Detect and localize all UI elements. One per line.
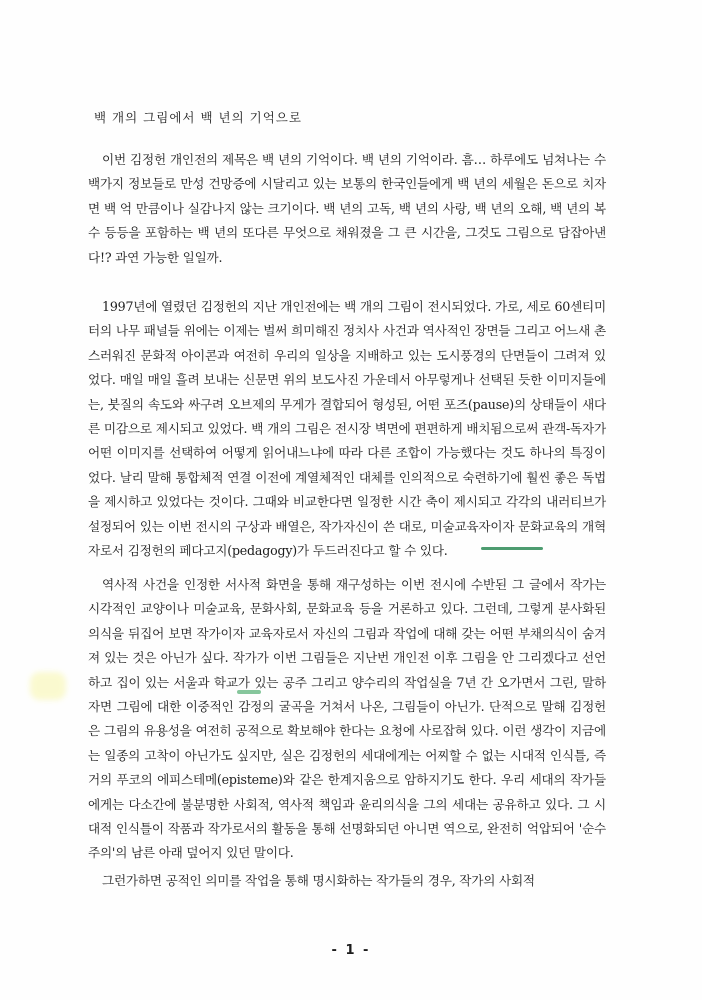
- page-number: - 1 -: [331, 943, 371, 958]
- document-title: 백 개의 그림에서 백 년의 기억으로: [94, 110, 302, 125]
- paragraph-2: 1997년에 열렸던 김정헌의 지난 개인전에는 백 개의 그림이 전시되었다. 가로, 세로 60센티미터의 나무 패널들 위에는 이제는 벌써 희미해진 정치사 사건과 역사적인 장면들 그리고 어느새 촌스러워진 문화적 아이콘과 여전히 우리의 일상을 지배하고 있는 도시풍경의 단면들이 그려져 있었다. 매일 매일 흘려 보내는 신문면 위의 보도사진 가운데서 아무렇게나 선택된 듯한 이미지들에는, 붓질의 속도와 싸구려 오브제의 무게가 결합되어 형성된, 어떤 포즈(pause)의 상태들이 새다른 미감으로 제시되고 있었다. 백 개의 그림은 전시장 벽면에 편편하게 배치됨으로써 관객-독자가 어떤 이미지를 선택하여 어떻게 읽어내느냐에 따라 다른 조합이 가능했다는 것도 하나의 특징이었다. 날리 말해 통합체적 연결 이전에 계열체적인 대체를 인의적으로 숙련하기에 훨씬 좋은 독법을 제시하고 있었다는 것이다. 그때와 비교한다면 일정한 시간 축이 제시되고 각각의 내러티브가 설정되어 있는 이번 전시의 구상과 배열은, 작가자신이 쓴 대로, 미술교육자이자 문화교육의 개혁자로서 김정헌의 페다고지(pedagogy)가 두드러진다고 할 수 있다.: [88, 299, 606, 559]
- paragraph-3: 역사적 사건을 인정한 서사적 화면을 통해 재구성하는 이번 전시에 수반된 그 글에서 작가는 시각적인 교양이나 미술교육, 문화사회, 문화교육 등을 거론하고 있다. 그런데, 그렇게 분사화된 의식을 뒤집어 보면 작가이자 교육자로서 자신의 그림과 작업에 대해 갖는 어떤 부채의식이 숨겨져 있는 것은 아닌가 싶다. 작가가 이번 그림들은 지난번 개인전 이후 그림을 안 그리겠다고 선언하고 집이 있는 서울과 학교가 있는 공주 그리고 양수리의 작업실을 7년 간 오가면서 그린, 말하자면 그림에 대한 이중적인 감정의 굴곡을 거쳐서 나온, 그림들이 아닌가. 단적으로 말해 김정헌은 그림의 유용성을 여전히 공적으로 확보해야 한다는 요청에 사로잡혀 있다. 이런 생각이 지금에는 일종의 고착이 아닌가도 싶지만, 실은 김정헌의 세대에게는 어찌할 수 없는 시대적 인식틀, 즉 거의 푸코의 에피스테메(episteme)와 같은 한계지움으로 암하지기도 한다. 우리 세대의 작가들에게는 다소간에 불분명한 사회적, 역사적 책임과 윤리의식을 그의 세대는 공유하고 있다. 그 시대적 인식틀이 작품과 작가로서의 활동을 통해 선명화되던 아니면 역으로, 완전히 억압되어 '순수주의'의 남른 아래 덮어지 있던 말이다.: [88, 577, 606, 861]
- yellow-highlight-mark: [30, 672, 66, 700]
- green-highlight-mark: [237, 690, 261, 694]
- green-underline-mark: [481, 547, 543, 550]
- paragraph-4: 그런가하면 공적인 의미를 작업을 통해 명시화하는 작가들의 경우, 작가의 사회적: [102, 873, 535, 888]
- paragraph-1: 이번 김정헌 개인전의 제목은 백 년의 기억이다. 백 년의 기억이라. 흠… 하루에도 넘쳐나는 수 백가지 정보들로 만성 건망증에 시달리고 있는 보통의 한국인들에게 백 년의 세월은 돈으로 치자면 백 억 만큼이나 실감나지 않는 크기이다. 백 년의 고독, 백 년의 사랑, 백 년의 오해, 백 년의 복수 등등을 포함하는 백 년의 또다른 무엇으로 채워졌을 그 큰 시간을, 그것도 그림으로 담잡아낸다!? 과연 가능한 일일까.: [88, 152, 606, 265]
